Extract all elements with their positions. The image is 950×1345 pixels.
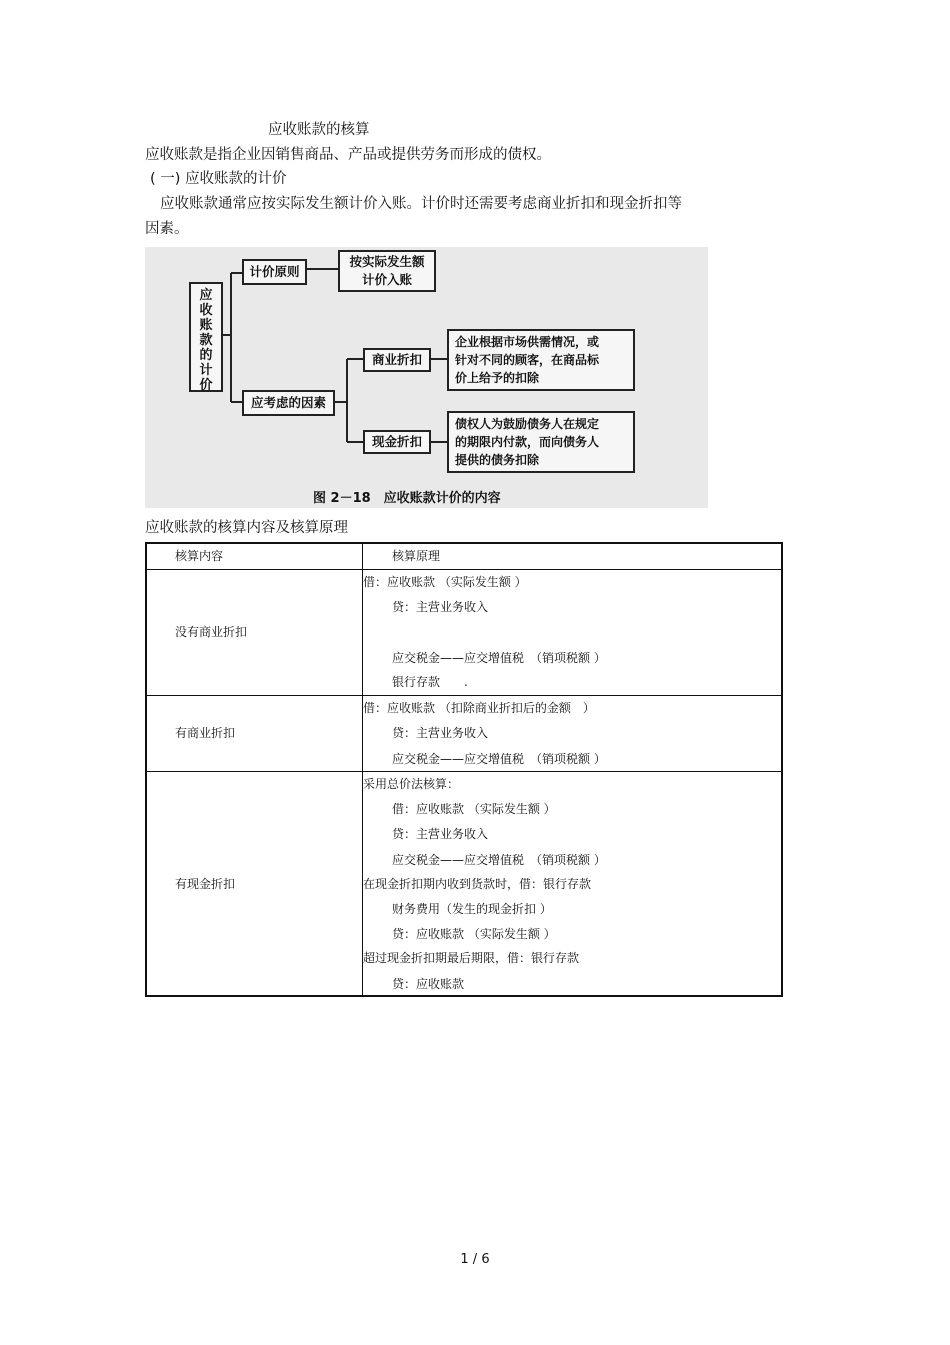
diagram-commercial-desc-line: 价上给予的扣除 (455, 371, 540, 385)
table-row-3-content: 有现金折扣 (175, 877, 236, 891)
diagram-principle-value-box (338, 250, 436, 292)
table-header-content: 核算内容 (175, 549, 224, 563)
table-row-2-content: 有商业折扣 (175, 726, 236, 740)
diagram-cash-desc-line: 提供的债务扣除 (455, 453, 540, 467)
table-row-2-line: 贷：主营业务收入 (392, 726, 489, 740)
diagram-root-label: 应收账款的计价 (199, 288, 213, 393)
table-row-1-line: 借：应收账款 （实际发生额 ） (363, 575, 527, 589)
diagram-commercial-discount-box (363, 348, 431, 372)
table-row-3-line: 采用总价法核算： (363, 777, 460, 791)
definition-text: 应收账款是指企业因销售商品、产品或提供劳务而形成的债权。 (145, 147, 551, 163)
table-row-divider (147, 569, 781, 570)
table-row-3-line: 财务费用（发生的现金折扣 ） (392, 902, 552, 916)
diagram-principle-value-line-2: 计价入账 (361, 272, 412, 287)
figure-caption: 图 2－18 应收账款计价的内容 (313, 491, 501, 506)
diagram-principle-box (242, 259, 307, 285)
diagram-commercial-desc-box (447, 329, 635, 391)
table-row-3-line: 应交税金——应交增值税 （销项税额 ） (392, 853, 606, 867)
accounting-table (145, 542, 783, 997)
table-row-divider (147, 695, 781, 696)
table-title: 应收账款的核算内容及核算原理 (145, 520, 348, 536)
diagram-cash-desc-box (447, 411, 635, 473)
diagram-cash-desc-line: 债权人为鼓励债务人在规定 (455, 417, 600, 431)
table-row-2-line: 借：应收账款 （扣除商业折扣后的金额 ） (363, 701, 595, 715)
table-column-divider (362, 544, 363, 995)
diagram-cash-discount-box (363, 430, 431, 454)
table-row-3-line: 贷：应收账款 （实际发生额 ） (392, 927, 556, 941)
diagram-commercial-desc-line: 针对不同的顾客，在商品标 (455, 353, 600, 367)
paragraph-line-1: 应收账款通常应按实际发生额计价入账。计价时还需要考虑商业折扣和现金折扣等 (160, 196, 682, 212)
table-header-principle: 核算原理 (392, 549, 441, 563)
diagram-cash-desc-line: 的期限内付款，而向债务人 (455, 435, 600, 449)
paragraph-line-2: 因素。 (145, 221, 189, 237)
table-row-1-content: 没有商业折扣 (175, 625, 248, 639)
table-row-2-line: 应交税金——应交增值税 （销项税额 ） (392, 752, 606, 766)
table-row-divider (147, 771, 781, 772)
diagram-principle-value-line-1: 按实际发生额 (349, 254, 425, 269)
diagram-factors-box (242, 390, 335, 416)
table-row-1-line: 应交税金——应交增值税 （销项税额 ） (392, 651, 606, 665)
table-row-1-line: 贷：主营业务收入 (392, 600, 489, 614)
table-row-3-line: 借：应收账款 （实际发生额 ） (392, 802, 556, 816)
table-row-1-line: 银行存款 . (392, 675, 468, 689)
valuation-diagram-figure (145, 247, 708, 508)
page-number: 1 / 6 (460, 1252, 490, 1267)
table-row-3-line: 贷：主营业务收入 (392, 827, 489, 841)
diagram-root-box (189, 282, 223, 392)
section-heading: ( 一) 应收账款的计价 (150, 171, 287, 187)
diagram-commercial-desc-line: 企业根据市场供需情况，或 (455, 335, 600, 349)
diagram-cash-discount-label: 现金折扣 (371, 434, 422, 449)
diagram-commercial-discount-label: 商业折扣 (371, 352, 422, 367)
diagram-principle-label: 计价原则 (249, 264, 300, 279)
page-title: 应收账款的核算 (268, 122, 370, 138)
diagram-factors-label: 应考虑的因素 (250, 395, 326, 410)
table-row-3-line: 贷：应收账款 (392, 977, 465, 991)
table-row-3-line: 在现金折扣期内收到货款时，借：银行存款 (363, 877, 592, 891)
table-row-3-line: 超过现金折扣期最后期限，借：银行存款 (363, 951, 580, 965)
